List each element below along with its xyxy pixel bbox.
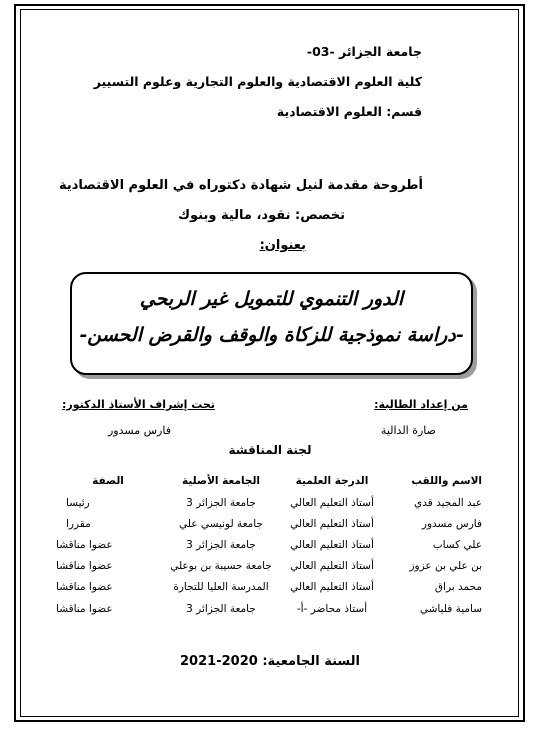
table-row [56,598,482,619]
header-university: الجامعة الأصلية [181,475,260,487]
member-name: علي كساب [432,538,482,551]
committee-header-row [56,470,482,492]
table-row [56,492,482,513]
supervisor-name: فارس مسدور [108,424,171,437]
committee-title: لجنة المناقشة [228,443,312,457]
header-rank: الدرجة العلمية [295,475,369,487]
thesis-title-box [70,272,473,375]
member-university: جامعة الجزائر 3 [186,602,256,615]
academic-year: السنة الجامعية: 2020-2021 [180,654,360,669]
member-role: مقررا [66,517,91,530]
member-role: عضوا مناقشا [56,538,113,551]
member-rank: أستاذ التعليم العالي [290,496,374,509]
member-university: جامعة الجزائر 3 [186,496,256,509]
thesis-title-label: بعنوان: [259,238,306,253]
student-name: صارة الدالية [380,424,436,437]
thesis-title-line-1: الدور التنموي للتمويل غير الربحي [139,288,404,310]
member-role: عضوا مناقشا [56,560,113,573]
table-row [56,556,482,577]
table-row [56,577,482,598]
member-university: جامعة حسيبة بن بوعلي [170,560,272,573]
table-row [56,513,482,534]
university-name: جامعة الجزائر -03- [306,44,422,59]
department-name: قسم: العلوم الاقتصادية [276,104,422,119]
prepared-by-label: من إعداد الطالبة: [374,398,468,411]
thesis-description: أطروحة مقدمة لنيل شهادة دكتوراه في العلوم الاقتصادية [58,178,423,193]
member-name: عبد المجيد قدي [413,496,482,509]
member-university: جامعة لونيسي علي [178,517,263,530]
member-rank: أستاذ التعليم العالي [290,560,374,573]
member-university: جامعة الجزائر 3 [186,538,256,551]
member-name: فارس مسدور [421,517,482,530]
header-name: الاسم واللقب [411,475,482,487]
member-rank: أستاذ محاضر -أ- [296,602,368,615]
header-role: الصفة [92,475,124,487]
member-role: عضوا مناقشا [56,581,113,594]
faculty-name: كلية العلوم الاقتصادية والعلوم التجارية وعلوم التسيير [93,74,422,89]
member-rank: أستاذ التعليم العالي [290,581,374,594]
member-rank: أستاذ التعليم العالي [290,538,374,551]
member-role: رئيسا [66,496,90,509]
thesis-specialty: تخصص: نقود، مالية وبنوك [178,208,345,223]
member-role: عضوا مناقشا [56,602,113,615]
member-university: المدرسة العليا للتجارة [173,581,269,594]
committee-table [56,470,482,619]
supervisor-label: تحت إشراف الأستاذ الدكتور: [62,398,215,411]
table-row [56,534,482,555]
member-rank: أستاذ التعليم العالي [290,517,374,530]
thesis-title-line-2: -دراسة نموذجية للزكاة والوقف والقرض الحسن- [79,324,464,346]
member-name: محمد براق [434,581,482,594]
member-name: بن علي بن عزوز [409,560,482,573]
member-name: سامية فلياشي [419,602,482,615]
